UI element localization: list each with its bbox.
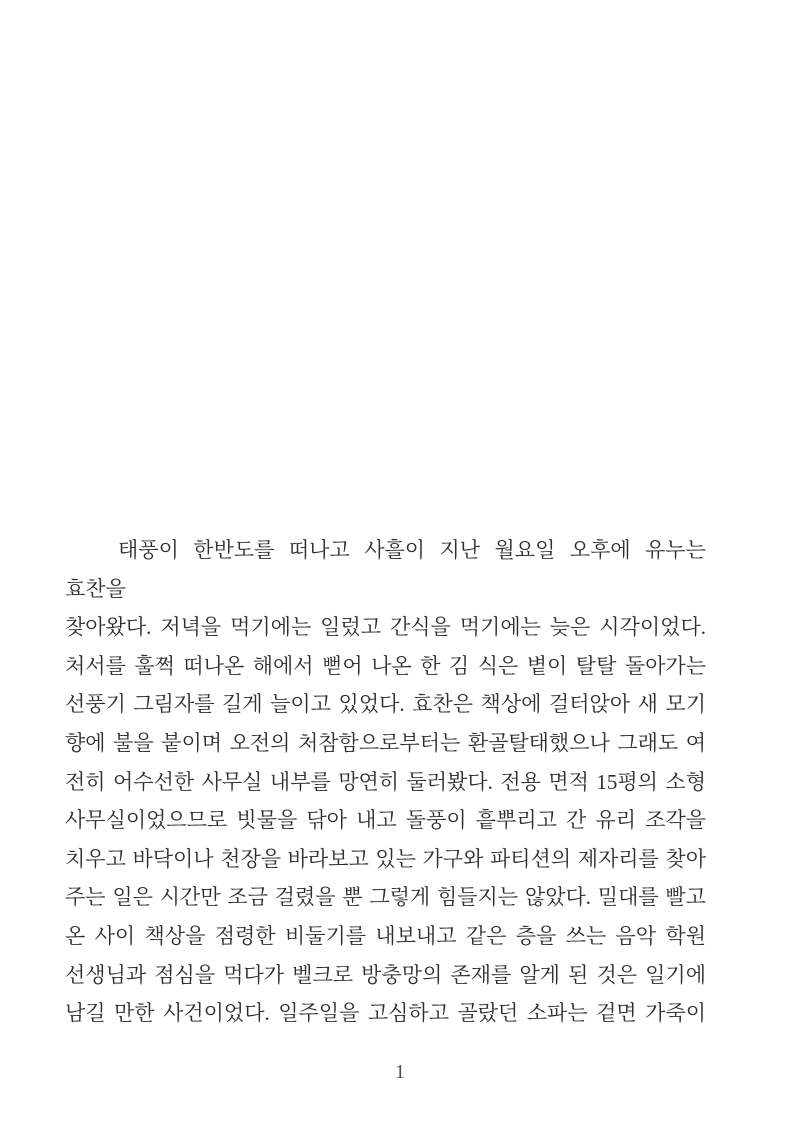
text-line: 남길 만한 사건이었다. 일주일을 고심하고 골랐던 소파는 겉면 가죽이 <box>65 1001 706 1026</box>
page-number: 1 <box>395 1061 405 1083</box>
text-line: 처서를 훌쩍 떠나온 해에서 뻗어 나온 한 김 식은 볕이 탈탈 돌아가는 <box>65 653 706 678</box>
text-line: 사무실이었으므로 빗물을 닦아 내고 돌풍이 흩뿌리고 간 유리 조각을 <box>65 808 706 833</box>
body-paragraph <box>65 531 706 1033</box>
text-line: 찾아왔다. 저녁을 먹기에는 일렀고 간식을 먹기에는 늦은 시각이었다. <box>65 615 706 640</box>
text-line: 주는 일은 시간만 조금 걸렸을 뿐 그렇게 힘들지는 않았다. 밀대를 빨고 <box>65 885 706 910</box>
text-line: 태풍이 한반도를 떠나고 사흘이 지난 월요일 오후에 유누는 효찬을 <box>65 538 706 601</box>
text-line: 온 사이 책상을 점령한 비둘기를 내보내고 같은 층을 쓰는 음악 학원 <box>65 923 706 948</box>
text-line: 전히 어수선한 사무실 내부를 망연히 둘러봤다. 전용 면적 15평의 소형 <box>65 769 706 794</box>
text-line: 향에 불을 붙이며 오전의 처참함으로부터는 환골탈태했으나 그래도 여 <box>65 730 706 755</box>
text-line: 치우고 바닥이나 천장을 바라보고 있는 가구와 파티션의 제자리를 찾아 <box>65 846 706 871</box>
text-line: 선생님과 점심을 먹다가 벨크로 방충망의 존재를 알게 된 것은 일기에 <box>65 962 706 987</box>
text-line: 선풍기 그림자를 길게 늘이고 있었다. 효찬은 책상에 걸터앉아 새 모기 <box>65 692 706 717</box>
